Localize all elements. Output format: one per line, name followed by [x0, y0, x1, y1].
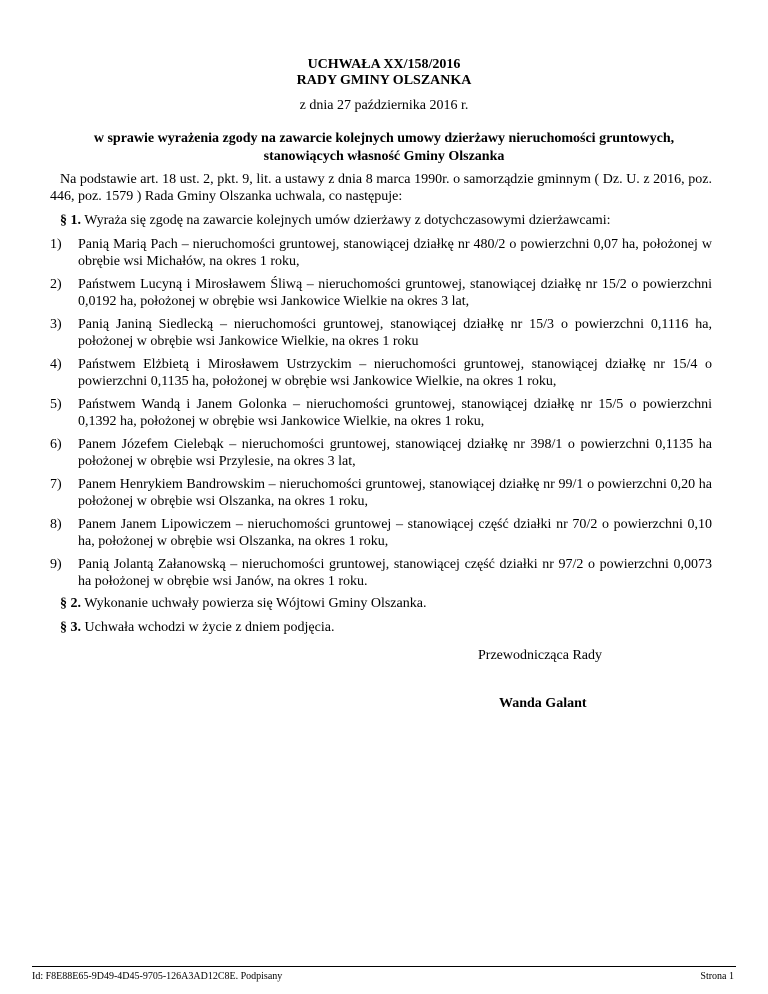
list-item [50, 476, 712, 510]
paragraph-1-text: Wyraża się zgodę na zawarcie kolejnych umów dzierżawy z dotychczasowymi dzierżawcami: [84, 213, 611, 228]
list-item [50, 236, 712, 270]
item-number: 4) [50, 357, 62, 372]
document-id: Id: F8E88E65-9D49-4D45-9705-126A3AD12C8E. Podpisany [32, 971, 283, 982]
list-item [50, 276, 712, 310]
footer-divider [32, 966, 736, 967]
council-name: RADY GMINY OLSZANKA [296, 73, 472, 88]
item-text: Panem Henrykiem Bandrowskim – nieruchomości gruntowej, stanowiącej działkę nr 99/1 o powierzchni 0,20 ha położonej w obrębie wsi Olszanka, na okres 1 roku, [78, 477, 712, 509]
paragraph-1 [60, 212, 720, 229]
list-item [50, 556, 712, 590]
resolution-date: z dnia 27 października 2016 r. [299, 98, 469, 113]
item-number: 1) [50, 237, 62, 252]
item-text: Panią Jolantą Załanowską – nieruchomości gruntowej, stanowiącej część działki nr 97/2 o powierzchni 0,0073 ha położonej w obrębie wsi Janów, na okres 1 roku. [78, 557, 712, 589]
item-text: Państwem Wandą i Janem Golonka – nieruchomości gruntowej, stanowiącej działkę nr 15/5 o powierzchni 0,1392 ha, położonej w obrębie wsi Jankowice Wielkie, na okres 1 roku, [78, 397, 712, 429]
signatory-role: Przewodnicząca Rady [478, 648, 602, 663]
item-number: 3) [50, 317, 62, 332]
paragraph-3-text: Uchwała wchodzi w życie z dniem podjęcia. [84, 620, 335, 635]
signatory-name: Wanda Galant [499, 696, 587, 711]
paragraph-2-label: § 2. [60, 596, 81, 611]
list-item [50, 396, 712, 430]
item-number: 8) [50, 517, 62, 532]
item-text: Panią Janiną Siedlecką – nieruchomości gruntowej, stanowiącej działkę nr 15/3 o powierzchni 0,1116 ha, położonej w obrębie wsi Jankowice Wielkie, na okres 1 roku [78, 317, 712, 349]
item-text: Panem Janem Lipowiczem – nieruchomości gruntowej – stanowiącej część działki nr 70/2 o powierzchni 0,10 ha, położonej w obrębie wsi Olszanka, na okres 1 roku, [78, 517, 712, 549]
item-text: Panem Józefem Cielebąk – nieruchomości gruntowej, stanowiącej działkę nr 398/1 o powierzchni 0,1135 ha położonej w obrębie wsi Przylesie, na okres 3 lat, [78, 437, 712, 469]
page-number: Strona 1 [700, 971, 734, 982]
paragraph-2-text: Wykonanie uchwały powierza się Wójtowi Gminy Olszanka. [84, 596, 427, 611]
list-item [50, 316, 712, 350]
item-text: Panią Marią Pach – nieruchomości gruntowej, stanowiącej działkę nr 480/2 o powierzchni 0,07 ha, położonej w obrębie wsi Michałów, na okres 1 roku, [78, 237, 712, 269]
list-item [50, 516, 712, 550]
paragraph-3-label: § 3. [60, 620, 81, 635]
item-text: Państwem Elżbietą i Mirosławem Ustrzyckim – nieruchomości gruntowej, stanowiącej działkę nr 15/4 o powierzchni 0,1135 ha, położonej w obrębie wsi Jankowice Wielkie, na okres 1 roku, [78, 357, 712, 389]
item-number: 2) [50, 277, 62, 292]
item-number: 6) [50, 437, 62, 452]
item-number: 5) [50, 397, 62, 412]
subject-line-2: stanowiących własność Gminy Olszanka [263, 149, 505, 164]
item-number: 7) [50, 477, 62, 492]
legal-basis: Na podstawie art. 18 ust. 2, pkt. 9, lit. a ustawy z dnia 8 marca 1990r. o samorządzie gminnym ( Dz. U. z 2016, poz. 446, poz. 1579 ) Rada Gminy Olszanka uchwala, co następuje: [50, 172, 712, 204]
list-item [50, 436, 712, 470]
paragraph-2 [60, 595, 720, 612]
item-text: Państwem Lucyną i Mirosławem Śliwą – nieruchomości gruntowej, stanowiącej działkę nr 15/2 o powierzchni 0,0192 ha, położonej w obrębie wsi Jankowice Wielkie na okres 3 lat, [78, 277, 712, 309]
paragraph-3 [60, 619, 720, 636]
resolution-title: UCHWAŁA XX/158/2016 [307, 57, 461, 72]
item-number: 9) [50, 557, 62, 572]
subject-line-1: w sprawie wyrażenia zgody na zawarcie kolejnych umowy dzierżawy nieruchomości gruntowych, [93, 131, 675, 146]
list-item [50, 356, 712, 390]
paragraph-1-label: § 1. [60, 213, 81, 228]
